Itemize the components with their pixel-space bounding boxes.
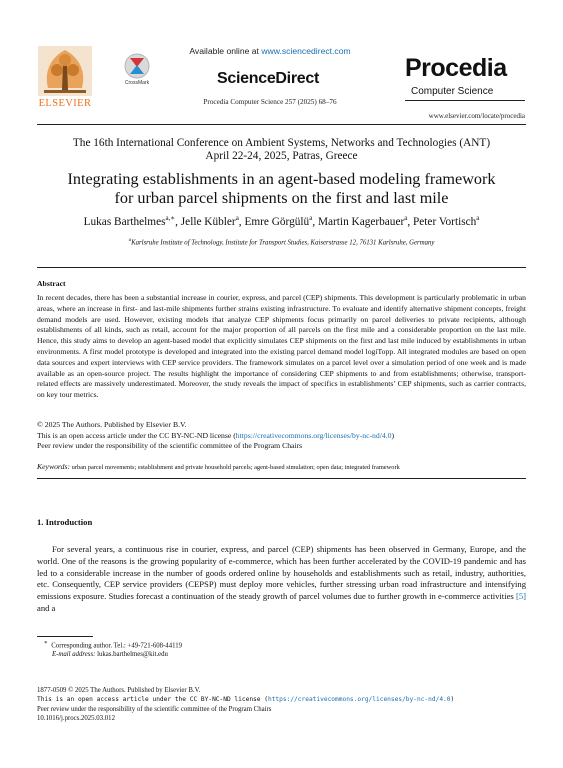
issn: 1877-0509 © 2025 The Authors. Published by Elsevier B.V.	[37, 687, 201, 694]
peer-review-bottom: Peer review under the responsibility of the scientific committee of the Program Chairs	[37, 705, 272, 713]
journal-url[interactable]: www.elsevier.com/locate/procedia	[428, 112, 525, 120]
introduction-text: For several years, a continuous rise in courier, express, and parcel (CEP) shipments has been observed in Germany, Europe, and the world. One of the reasons is the growing popularity of e-commerce, which has been further accelerated by the COVID-19 pandemic and has led to a considerable increase in the number of goods ordered online by households and establishments such as retail, industry, authorities, etc. Consequently, CEP service providers (CEPSP) must deploy more vehicles, further stressing urban road infrastructure and intensifying emissions exposure. Studies forecast a continuation of the steady growth of parcel volumes due to further growth in e-commerce activities [5] and a	[37, 544, 526, 613]
peer-review: Peer review under the responsibility of the scientific committee of the Program Chairs	[37, 441, 303, 450]
author: Peter Vortisch	[413, 215, 477, 228]
divider	[405, 100, 525, 101]
journal-logo: Procedia	[405, 54, 507, 82]
affiliation: $^a$Karlsruhe Institute of Technology, Institute for Transport Studies, Kaiserstrasse 12, 76131 Karlsruhe, Germany	[128, 238, 435, 247]
corresponding-author: ∗ Corresponding author. Tel.: +49-721-608-44119	[44, 640, 183, 650]
footnote-divider	[37, 636, 93, 637]
crossmark-label: CrossMark	[124, 80, 150, 86]
conference-info	[30, 137, 533, 162]
journal-reference: Procedia Computer Science 257 (2025) 68–76	[203, 98, 337, 106]
keywords-list: urban parcel movements; establishment and private household parcels; agent-based simulation; open data; integrated framework	[71, 464, 400, 471]
author: Martin Kagerbauer	[317, 215, 405, 228]
journal-subtitle: Computer Science	[411, 86, 494, 97]
email-address[interactable]: lukas.barthelmes@kit.edu	[97, 651, 168, 658]
keywords-label: Keywords:	[37, 462, 71, 471]
publication-info	[37, 686, 526, 723]
license-line-bottom: This is an open access article under the CC BY-NC-ND license (https://creativecommons.org/licenses/by-nc-nd/4.0)	[37, 696, 455, 704]
available-online: Available online at www.sciencedirect.com	[189, 46, 351, 56]
email-line: E-mail address: lukas.barthelmes@kit.edu	[52, 651, 168, 658]
license-line: This is an open access article under the CC BY-NC-ND license (https://creativecommons.org/licenses/by-nc-nd/4.0)	[37, 430, 395, 440]
elsevier-logo	[30, 44, 100, 110]
copyright-block	[37, 420, 526, 452]
author: Emre Görgülü	[244, 215, 310, 228]
copyright: © 2025 The Authors. Published by Elsevier B.V.	[37, 420, 187, 429]
abstract-text: In recent decades, there has been a substantial increase in courier, express, and parcel (CEP) shipments. This development is particularly problematic in urban areas, where an increase in first- and last-mile shipments further strains existing infrastructure. To evaluate and identify alternative shipment concepts, freight demand models are used. However, existing models that analyze CEP shipments focus primarily on parcel deliveries to private recipients, although establishments of all kinds, such as retail, account for the major proportion of all parcels on the first mile and a considerable proportion on the last mile. Hence, this study aims to develop an agent-based model that explicitly simulates CEP shipments on the first and last mile induced by establishments in urban environments. A first model prototype is developed and integrated into the existing parcel demand model logiTopp. All integrated modules are based on open data sources and expert interviews with CEP service providers. The framework simulates on a parcel level over a simulation period of one week and is made available as an open-source project. The results highlight the importance of considering CEP shipments to and from establishments; otherwise, transport-related effects are massively underestimated. Moreover, the study reveals the impact of specifics in establishments’ CEP shipments, such as carrier contracts, on key tour metrics.	[37, 293, 526, 400]
conference-name: The 16th International Conference on Ambient Systems, Networks and Technologies (ANT)	[72, 137, 491, 149]
paper-title: Integrating establishments in an agent-based modeling framework for urban parcel shipments on the first and last mile	[67, 170, 496, 207]
doi[interactable]: 10.1016/j.procs.2025.03.012	[37, 714, 115, 722]
keywords	[37, 462, 526, 471]
elsevier-wordmark: ELSEVIER	[38, 98, 92, 109]
keywords-divider	[37, 478, 526, 479]
citation-link[interactable]: [5]	[515, 591, 526, 602]
section-heading: 1. Introduction	[37, 517, 93, 527]
sciencedirect-link[interactable]: www.sciencedirect.com	[261, 46, 351, 56]
platform-title: ScienceDirect	[217, 70, 319, 87]
author: Jelle Kübler	[180, 215, 236, 228]
conference-date: April 22-24, 2025, Patras, Greece	[205, 149, 358, 162]
abstract-top-divider	[37, 267, 526, 268]
author: Lukas Barthelmes	[83, 215, 166, 228]
license-link-bottom[interactable]: https://creativecommons.org/licenses/by-nc-nd/4.0	[267, 696, 451, 704]
license-link[interactable]: https://creativecommons.org/licenses/by-nc-nd/4.0	[235, 430, 392, 440]
author-list: Lukas Barthelmes$^{a,∗}$, Jelle Kübler$^a$, Emre Görgülü$^a$, Martin Kagerbauer$^a$, Peter Vortisch$^a$	[83, 214, 480, 228]
header-divider	[37, 124, 526, 125]
abstract-heading: Abstract	[37, 279, 66, 288]
